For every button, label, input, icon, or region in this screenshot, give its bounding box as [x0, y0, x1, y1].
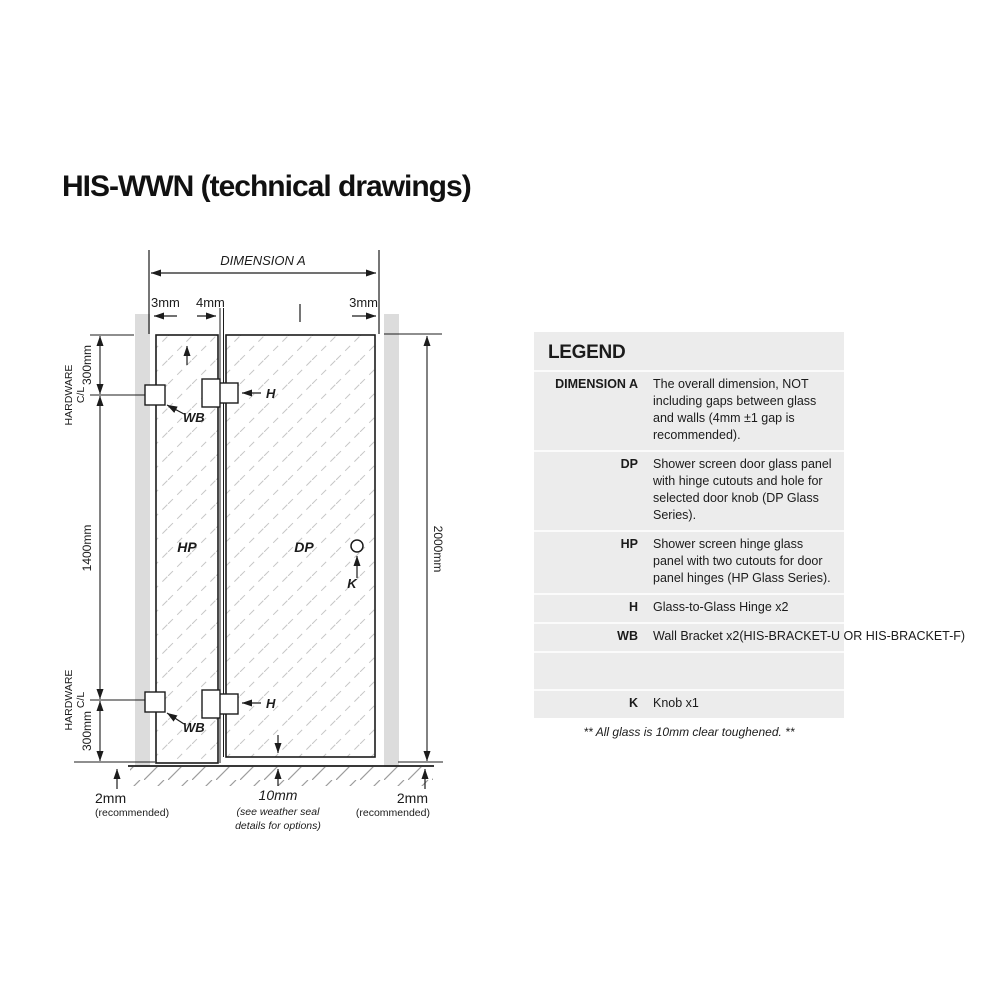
knob-circle [351, 540, 363, 552]
dim-300-top: 300mm [80, 344, 94, 386]
legend-row-dimension-a [534, 370, 844, 450]
legend-desc: Shower screen hinge glass panel with two cutouts for door panel hinges (HP Glass Series). [653, 537, 831, 585]
bottom-right-note: (recommended) [355, 807, 430, 819]
gap-center-label: 4mm [196, 295, 225, 310]
legend-term: DIMENSION A [555, 377, 638, 391]
legend-desc [653, 657, 836, 683]
wb-label-bottom: WB [183, 720, 205, 735]
legend-desc: The overall dimension, NOT including gaps between glass and walls (4mm ±1 gap is recommended). [653, 377, 817, 442]
gap-right-label: 3mm [349, 295, 378, 310]
dimension-a-label: DIMENSION A [220, 253, 306, 268]
hinge-top [202, 379, 238, 407]
dim-2000: 2000mm [431, 525, 445, 573]
hp-panel-label: HP [177, 539, 197, 555]
wall-bracket-top [145, 385, 165, 405]
legend-heading: LEGEND [548, 342, 626, 363]
k-label: K [347, 576, 357, 591]
gap-arrows [154, 304, 376, 322]
bottom-left-mm: 2mm [95, 790, 127, 806]
legend-box [534, 332, 966, 718]
legend-row-dp [534, 450, 844, 530]
legend-desc: Knob x1 [653, 696, 699, 710]
svg-text:HARDWARE: HARDWARE [63, 364, 75, 426]
legend [534, 332, 966, 739]
wall-bracket-bottom [145, 692, 165, 712]
legend-term [546, 657, 638, 683]
legend-desc: Wall Bracket x2(HIS-BRACKET-U OR HIS-BRACKET-F) [653, 629, 966, 643]
legend-row-wb [534, 622, 966, 651]
wb-label-top: WB [183, 410, 205, 425]
legend-row-h [534, 593, 844, 622]
dim-1400: 1400mm [80, 524, 94, 572]
bottom-right-mm: 2mm [396, 790, 428, 806]
dp-panel-label: DP [294, 539, 314, 555]
dim-300-bottom: 300mm [80, 710, 94, 752]
page-title: HIS-WWN (technical drawings) [62, 170, 471, 203]
bottom-center-note2: details for options) [235, 820, 321, 832]
legend-term: HP [620, 537, 638, 551]
legend-footnote: ** All glass is 10mm clear toughened. ** [583, 725, 795, 739]
svg-text:HARDWARE: HARDWARE [63, 669, 75, 731]
legend-term: WB [617, 629, 638, 643]
svg-text:C/L: C/L [75, 691, 87, 709]
hinge-bottom [202, 690, 238, 718]
legend-row-k [534, 689, 844, 718]
legend-term: DP [620, 457, 638, 471]
legend-term: H [628, 600, 638, 614]
legend-desc: Shower screen door glass panel with hinge cutouts and hole for selected door knob (DP Glass Series). [653, 457, 832, 522]
h-label-top: H [266, 386, 276, 401]
bottom-left-note: (recommended) [95, 807, 170, 819]
right-wall [384, 314, 399, 767]
legend-term: K [628, 696, 638, 710]
legend-desc: Glass-to-Glass Hinge x2 [653, 600, 789, 614]
gap-left-label: 3mm [151, 295, 180, 310]
floor-hatch [130, 767, 433, 786]
legend-row-hp [534, 530, 844, 593]
bottom-center-mm: 10mm [258, 787, 298, 803]
legend-row-empty [534, 651, 844, 689]
bottom-center-note1: (see weather seal [236, 806, 320, 818]
svg-text:C/L: C/L [75, 386, 87, 404]
h-label-bottom: H [266, 696, 276, 711]
